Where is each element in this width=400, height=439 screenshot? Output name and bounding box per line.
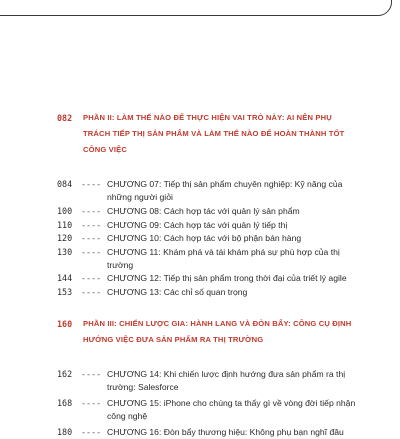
leader-dashes: ----	[81, 286, 102, 297]
chapter-page-number: 168	[57, 397, 73, 408]
chapter-entry[interactable]	[57, 397, 357, 423]
chapter-title: CHƯƠNG 09: Cách hợp tác với quản lý tiếp thị	[107, 219, 288, 230]
chapter-page-number: 162	[57, 368, 73, 379]
chapter-entry[interactable]	[57, 246, 357, 272]
chapter-entry[interactable]	[57, 178, 357, 204]
chapter-page-number: 144	[57, 273, 73, 283]
chapter-title: CHƯƠNG 14: Khi chiến lược định hướng đưa sản phẩm ra thị trường: Salesforce	[107, 368, 346, 392]
leader-dashes: ----	[81, 206, 102, 216]
chapter-page-number: 084	[57, 179, 73, 189]
chapter-list	[57, 178, 357, 299]
chapter-title: CHƯƠNG 12: Tiếp thị sản phẩm trong thời đại của triết lý agile	[107, 273, 347, 283]
page-top-frame	[0, 0, 392, 16]
leader-dashes: ----	[81, 179, 102, 189]
chapter-entry[interactable]	[57, 368, 357, 394]
part-title: PHẦN II: LÀM THẾ NÀO ĐỂ THỰC HIỆN VAI TRÒ NÀY: AI NÊN PHỤ TRÁCH TIẾP THỊ SẢN PHẨM VÀ LÀM THẾ NÀO ĐỂ HOÀN THÀNH TỐT CÔNG VIỆC	[83, 113, 345, 154]
chapter-page-number: 153	[57, 286, 73, 297]
chapter-page-number: 130	[57, 246, 73, 257]
leader-dashes: ----	[81, 246, 102, 257]
chapter-entry[interactable]	[57, 219, 357, 232]
leader-dashes: ----	[81, 219, 102, 230]
chapter-entry[interactable]	[57, 426, 357, 439]
chapter-title: CHƯƠNG 11: Khám phá và tái khám phá sự phù hợp của thị trường	[107, 246, 340, 270]
chapter-title: CHƯƠNG 08: Cách hợp tác với quản lý sản phẩm	[107, 206, 300, 216]
chapter-list	[57, 368, 357, 439]
part-title: PHẦN III: CHIẾN LƯỢC GIA: HÀNH LANG VÀ ĐÒN BẨY: CÔNG CỤ ĐỊNH HƯỚNG VIỆC ĐƯA SẢN PHẨM RA THỊ TRƯỜNG	[83, 318, 352, 344]
leader-dashes: ----	[81, 368, 102, 379]
chapter-title: CHƯƠNG 13: Các chỉ số quan trọng	[107, 286, 248, 297]
table-of-contents	[57, 110, 357, 439]
chapter-entry[interactable]	[57, 286, 357, 299]
chapter-entry[interactable]	[57, 232, 357, 245]
part-page-number: 082	[57, 113, 73, 123]
chapter-entry[interactable]	[57, 272, 357, 285]
chapter-page-number: 180	[57, 426, 73, 437]
leader-dashes: ----	[81, 397, 102, 408]
part-page-number: 160	[57, 318, 73, 329]
chapter-title: CHƯƠNG 07: Tiếp thị sản phẩm chuyên nghiệp: Kỹ năng của những người giỏi	[107, 179, 343, 202]
chapter-title: CHƯƠNG 16: Đòn bẩy thương hiệu: Không phụ bạn nghĩ đâu	[107, 426, 344, 437]
chapter-page-number: 110	[57, 219, 73, 230]
part-heading-2[interactable]	[57, 110, 357, 158]
chapter-title: CHƯƠNG 10: Cách hợp tác với bộ phận bán hàng	[107, 233, 302, 243]
part-heading-3[interactable]	[57, 316, 357, 348]
chapter-page-number: 120	[57, 233, 73, 243]
chapter-page-number: 100	[57, 206, 73, 216]
chapter-title: CHƯƠNG 15: iPhone cho chúng ta thấy gì về vòng đời tiếp nhận công nghệ	[107, 397, 356, 421]
chapter-entry[interactable]	[57, 205, 357, 218]
leader-dashes: ----	[81, 233, 102, 243]
leader-dashes: ----	[81, 273, 102, 283]
leader-dashes: ----	[81, 426, 102, 437]
